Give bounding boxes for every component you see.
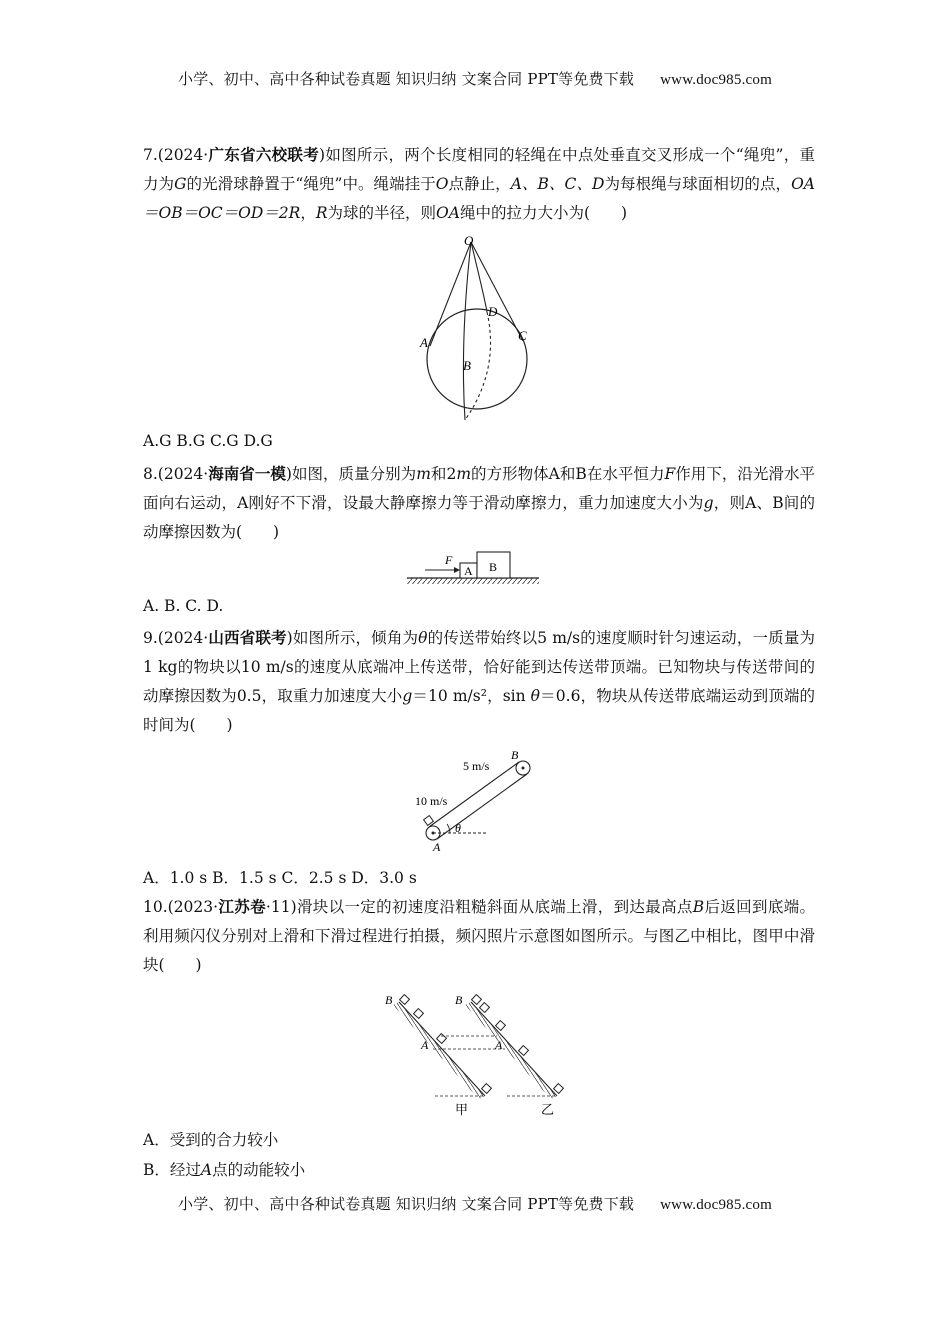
slider-jia <box>482 1084 492 1094</box>
q9-block <box>424 816 434 826</box>
q10-figure <box>375 988 575 1118</box>
label-top-b: B <box>511 748 519 762</box>
label-d: D <box>488 304 498 319</box>
label-a-jia: A <box>421 1038 429 1052</box>
label-block-b: B <box>489 560 498 574</box>
question-7: 7.(2024·广东省六校联考)如图所示，两个长度相同的轻绳在中点处垂直交叉形成一个“绳兜”，重力为G的光滑球静置于“绳兜”中。绳端挂于O点静止，A、B、C、D为每根绳与球面相切的点，OA＝OB＝OC＝OD＝2R，R为球的半径，则OA绳中的拉力大小为( ) <box>143 145 815 222</box>
label-block-a: A <box>464 564 473 578</box>
label-b-jia: B <box>385 993 393 1007</box>
rope-od <box>471 242 487 312</box>
rope-oa <box>430 242 471 346</box>
caption-jia: 甲 <box>455 1102 469 1117</box>
q9-number: 9.(2024· <box>143 629 209 647</box>
ground-hatch <box>407 578 539 584</box>
q7-number: 7.(2024· <box>143 146 209 164</box>
q8-number: 8.(2024· <box>143 465 209 483</box>
q9-options: A．1.0 s B．1.5 s C．2.5 s D．3.0 s <box>143 869 417 887</box>
label-a-yi: A <box>495 1038 503 1052</box>
label-o: O <box>464 233 474 248</box>
header-site: www.doc985.com <box>660 72 772 88</box>
label-a: A <box>420 335 428 350</box>
label-10ms: 10 m/s <box>415 794 448 808</box>
header-text: 小学、初中、高中各种试卷真题 知识归纳 文案合同 PPT等免费下载 <box>178 70 635 88</box>
slider-yi <box>554 1084 564 1094</box>
incline-yi-hatch <box>465 1002 557 1099</box>
question-9: 9.(2024·山西省联考)如图所示，倾角为θ的传送带始终以5 m/s的速度顺时针匀速运动，一质量为1 kg的物块以10 m/s的速度从底端冲上传送带，恰好能到达传送带顶端。已知物块与传送带间的动摩擦因数为0.5，取重力加速度大小g＝10 m/s²，sin θ＝0.6，物块从传送带底端运动到顶端的时间为( ) <box>143 628 815 734</box>
caption-yi: 乙 <box>541 1102 555 1117</box>
label-bottom-a: A <box>433 840 441 854</box>
label-f: F <box>445 553 453 567</box>
q10-source: 江苏卷 <box>218 897 266 916</box>
q8-source: 海南省一模 <box>208 464 286 483</box>
q9-source: 山西省联考 <box>208 628 287 647</box>
label-b-yi: B <box>455 993 463 1007</box>
page-footer <box>0 1193 950 1214</box>
belt-lower <box>437 774 527 839</box>
q7-figure <box>400 230 560 425</box>
slider-yi <box>472 995 482 1005</box>
q10-number: 10.(2023· <box>143 898 219 916</box>
rope-ob <box>463 242 471 420</box>
rope-oc <box>471 242 523 341</box>
q7-source: 广东省六校联考 <box>208 145 319 164</box>
slider-yi <box>480 1003 490 1013</box>
q7-options: A.G B.G C.G D.G <box>143 432 273 450</box>
slider-jia <box>437 1034 447 1044</box>
label-5ms: 5 m/s <box>463 759 490 773</box>
slider-jia <box>414 1009 424 1019</box>
q8-options: A. B. C. D. <box>143 597 224 615</box>
slider-yi <box>519 1046 529 1056</box>
q9-figure <box>405 745 545 855</box>
question-8: 8.(2024·海南省一模)如图，质量分别为m和2m的方形物体A和B在水平恒力F作用下，沿光滑水平面向右运动，A刚好不下滑，设最大静摩擦力等于滑动摩擦力，重力加速度大小为g，则A、B间的动摩擦因数为( ) <box>143 464 815 541</box>
footer-text: 小学、初中、高中各种试卷真题 知识归纳 文案合同 PPT等免费下载 <box>178 1195 635 1213</box>
slider-yi <box>496 1021 506 1031</box>
q8-figure <box>405 545 545 590</box>
q10-option-b: B．经过A点的动能较小 <box>143 1161 306 1179</box>
label-c: C <box>518 328 527 343</box>
page-header <box>0 68 950 89</box>
label-b: B <box>463 358 471 373</box>
label-theta: θ <box>455 821 461 835</box>
question-10: 10.(2023·江苏卷·11)滑块以一定的初速度沿粗糙斜面从底端上滑，到达最高点B后返回到底端。利用频闪仪分别对上滑和下滑过程进行拍摄，频闪照片示意图如图所示。与图乙中相比，图甲中滑块( ) <box>143 897 815 974</box>
incline-jia-hatch <box>393 1002 485 1099</box>
slider-jia <box>400 995 410 1005</box>
footer-site: www.doc985.com <box>660 1197 772 1213</box>
ball-circle <box>427 309 527 409</box>
q10-option-a: A．受到的合力较小 <box>143 1131 279 1149</box>
